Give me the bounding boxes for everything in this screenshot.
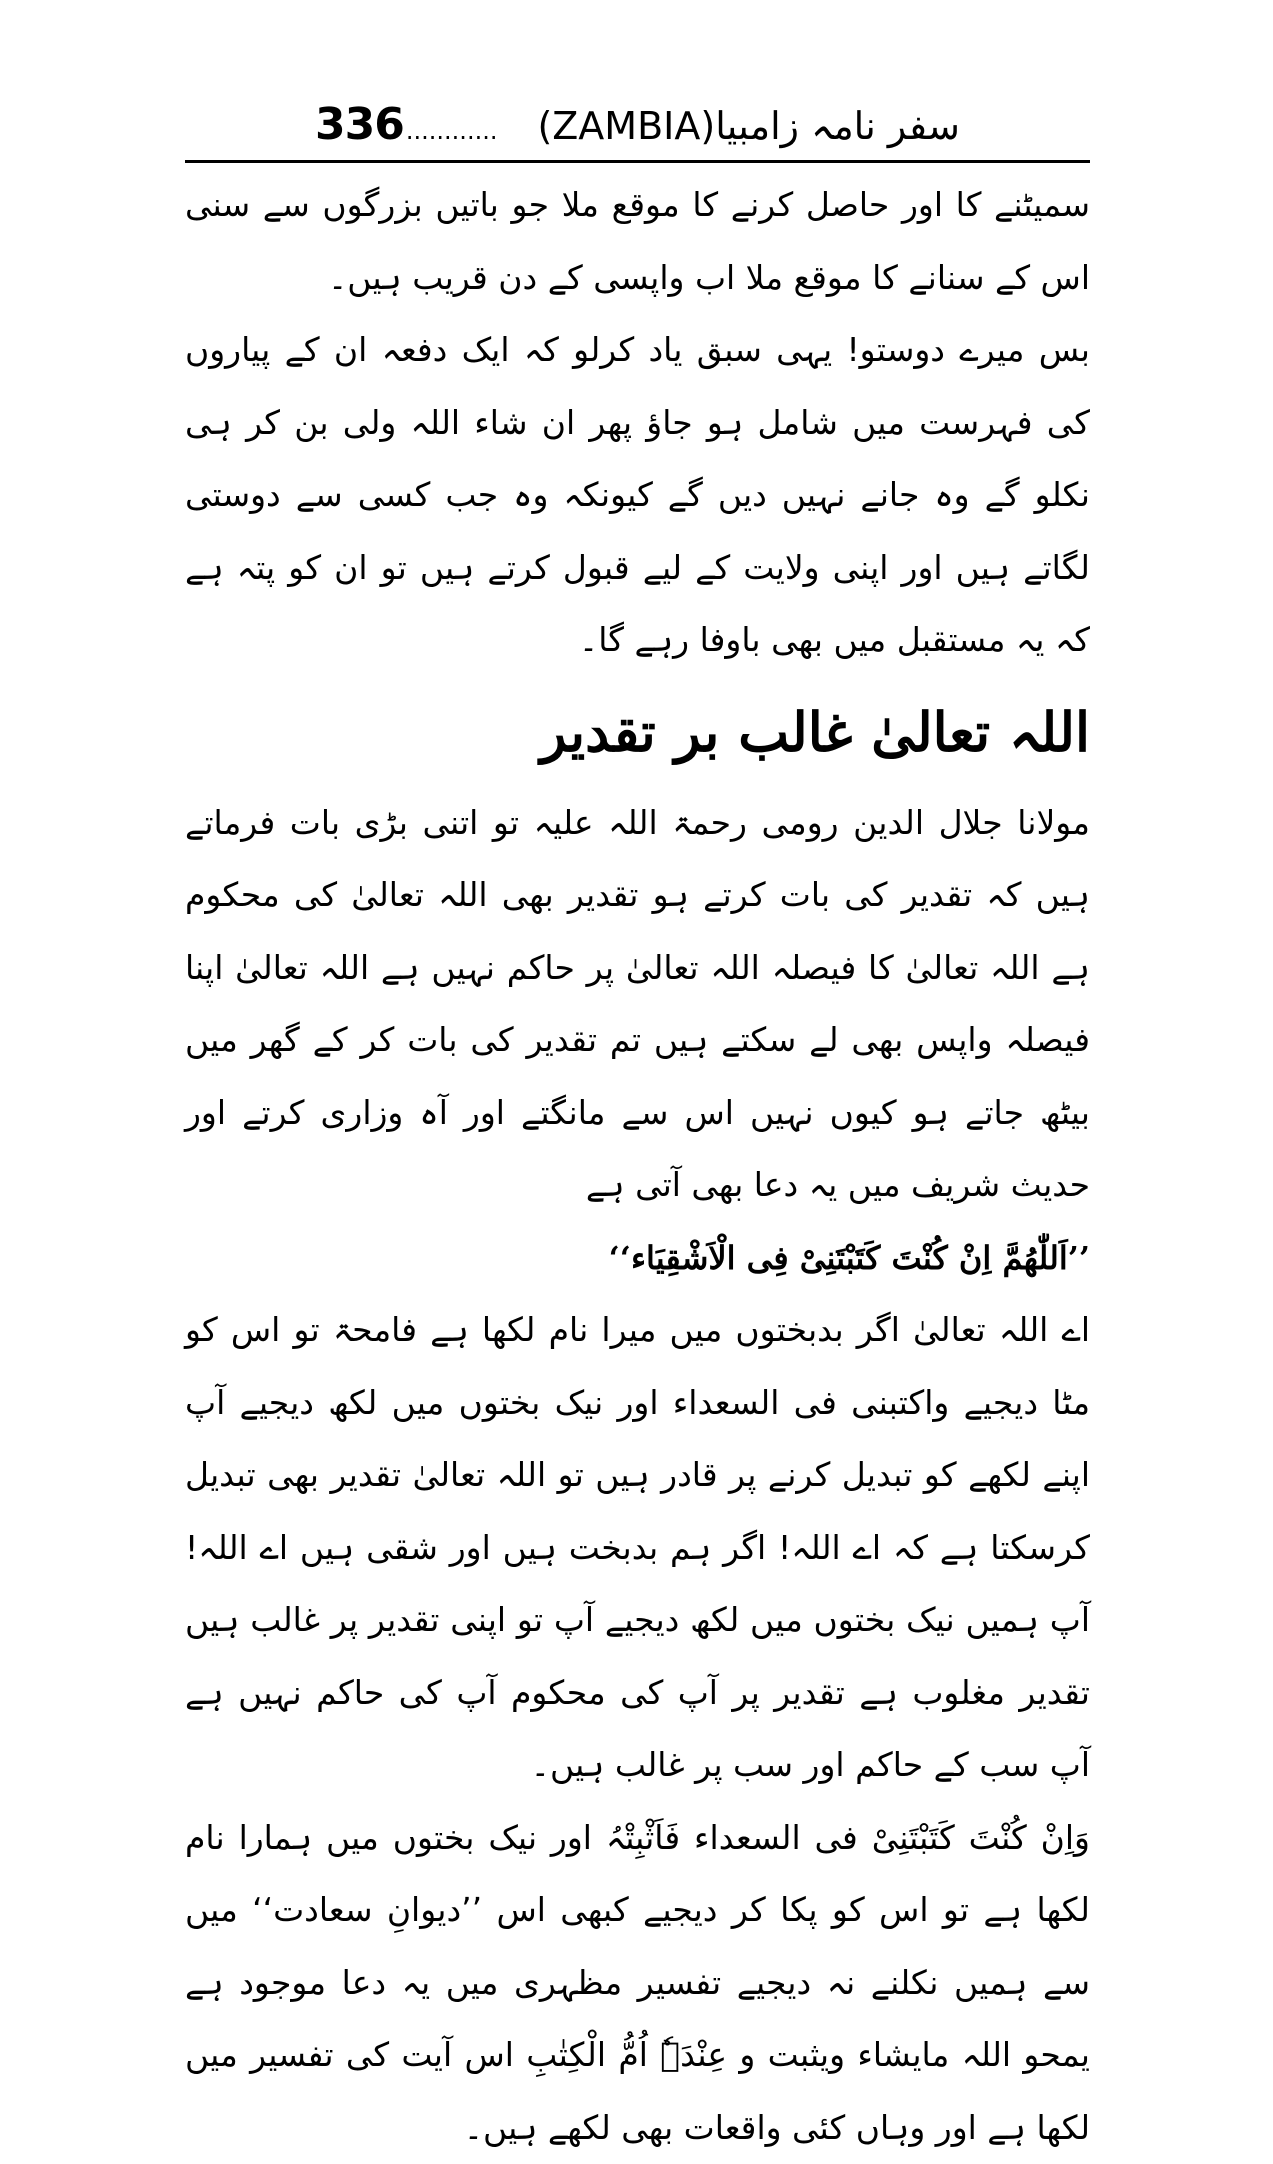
paragraph-4: اے اللہ تعالیٰ اگر بدبختوں میں میرا نام لکھا ہے فامحۃ تو اس کو مٹا دیجیے واکتبنی فی السعداء اور نیک بختوں میں لکھ دیجیے آپ اپنے لکھے کو تبدیل کرنے پر قادر ہیں تو اللہ تعالیٰ تقدیر بھی تبدیل کرسکتا ہے کہ اے اللہ! اگر ہم بدبخت ہیں اور شقی ہیں اے اللہ! آپ ہمیں نیک بختوں میں لکھ دیجیے آپ تو اپنی تقدیر پر غالب ہیں تقدیر مغلوب ہے تقدیر پر آپ کی محکوم آپ کی حاکم نہیں ہے آپ سب کے حاکم اور سب پر غالب ہیں۔ — [185, 1294, 1090, 1802]
section-heading: اللہ تعالیٰ غالب بر تقدیر — [185, 677, 1090, 787]
paragraph-3: مولانا جلال الدین رومی رحمۃ اللہ علیہ تو اتنی بڑی بات فرماتے ہیں کہ تقدیر کی بات کرتے ہو تقدیر بھی اللہ تعالیٰ کی محکوم ہے اللہ تعالیٰ کا فیصلہ اللہ تعالیٰ پر حاکم نہیں ہے اللہ تعالیٰ اپنا فیصلہ واپس بھی لے سکتے ہیں تم تقدیر کی بات کر کے گھر میں بیٹھ جاتے ہو کیوں نہیں اس سے مانگتے اور آہ وزاری کرتے اور حدیث شریف میں یہ دعا بھی آتی ہے — [185, 787, 1090, 1222]
book-title: سفر نامہ زامبیا — [715, 104, 960, 148]
header-country: (ZAMBIA) — [537, 104, 715, 148]
header-dots: ............ — [406, 117, 498, 145]
page-number: 336 — [315, 99, 404, 150]
page-header — [185, 90, 1090, 163]
paragraph-5: وَاِنْ کُنْتَ کَتَبْتَنِیْ فی السعداء فَاَثْبِتْہُ اور نیک بختوں میں ہمارا نام لکھا ہے تو اس کو پکا کر دیجیے کبھی اس ’’دیوانِ سعادت‘‘ میں سے ہمیں نکلنے نہ دیجیے تفسیر مظہری میں یہ دعا موجود ہے یمحو اللہ مایشاء ویثبت و عِنْدَہٗ اُمُّ الْکِتٰبِ اس آیت کی تفسیر میں لکھا ہے اور وہاں کئی واقعات بھی لکھے ہیں۔ — [185, 1802, 1090, 2164]
paragraph-2: بس میرے دوستو! یہی سبق یاد کرلو کہ ایک دفعہ ان کے پیاروں کی فہرست میں شامل ہو جاؤ پھر ان شاء اللہ ولی بن کر ہی نکلو گے وہ جانے نہیں دیں گے کیونکہ وہ جب کسی سے دوستی لگاتے ہیں اور اپنی ولایت کے لیے قبول کرتے ہیں تو ان کو پتہ ہے کہ یہ مستقبل میں بھی باوفا رہے گا۔ — [185, 314, 1090, 677]
header-row — [185, 99, 1090, 150]
quoted-dua: ’’اَللّٰھُمَّ اِنْ کُنْتَ کَتَبْتَنِیْ فِی الْاَشْقِیَاء‘‘ — [185, 1222, 1090, 1295]
paragraph-1: سمیٹنے کا اور حاصل کرنے کا موقع ملا جو باتیں بزرگوں سے سنی اس کے سنانے کا موقع ملا اب واپسی کے دن قریب ہیں۔ — [185, 169, 1090, 314]
book-page — [185, 90, 1090, 1970]
page-body — [185, 169, 1090, 2164]
